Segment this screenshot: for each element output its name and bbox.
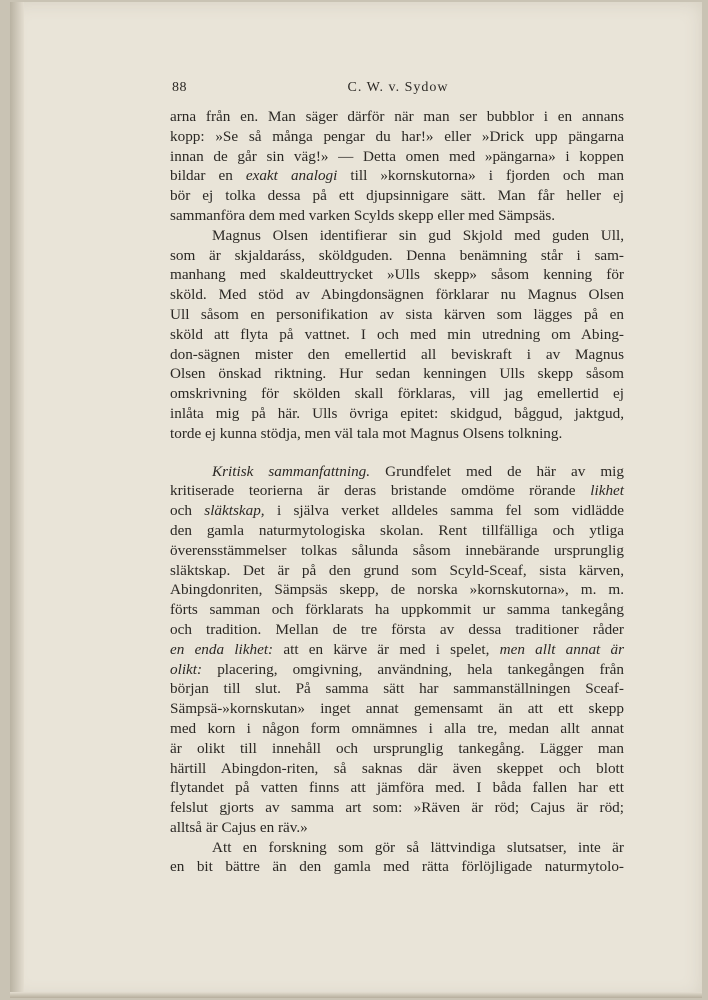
text-run: Sämpsä-»kornskutan» inget annat gemensamt än att ett skepp — [170, 700, 624, 718]
running-title: C. W. v. Sydow — [347, 80, 449, 95]
text-run: don-sägnen mister den emellertid all beviskraft i av Magnus — [170, 345, 624, 363]
text-run: bildar en — [170, 167, 246, 185]
text-run: torde ej kunna stödja, men väl tala mot Magnus Olsens tolkning. — [170, 424, 563, 442]
text-run: Magnus Olsen identifierar sin gud Skjold med guden Ull, — [212, 226, 624, 244]
text-run: i själva verket alldeles samma fel som vidlädde — [264, 502, 624, 520]
text-run: Att en forskning som gör så lättvindiga slutsatser, inte är — [212, 838, 624, 856]
text-run: en bit bättre än den gamla med rätta förlöjligade naturmytolo- — [170, 858, 624, 876]
text-run: alltså är Cajus en räv.» — [170, 818, 308, 836]
text-run: omskrivning för skölden skall förklaras, vill jag emellertid ej — [170, 385, 624, 403]
text-run: förts samman och förklarats ha uppkommit ur samma tankegång — [170, 601, 624, 619]
text-run: är olikt till innehåll och ursprunglig tankegång. Lägger man — [170, 739, 624, 757]
text-line — [170, 462, 624, 482]
text-line — [170, 660, 624, 680]
text-line — [170, 679, 624, 699]
text-line — [170, 107, 624, 127]
text-line — [170, 818, 624, 838]
text-run: Olsen önskad riktning. Hur sedan kenningen Ulls skepp såsom — [170, 365, 624, 383]
page-spine-shadow — [10, 2, 24, 998]
text-line — [170, 404, 624, 424]
text-line — [170, 640, 624, 660]
text-line — [170, 384, 624, 404]
text-line — [170, 739, 624, 759]
paragraph-gap — [170, 444, 624, 462]
text-run: kritiserade teorierna är deras bristande omdöme rörande — [170, 482, 591, 500]
text-line — [170, 778, 624, 798]
page-bottom-edge — [10, 992, 702, 998]
text-run: och — [170, 502, 205, 520]
text-line — [170, 759, 624, 779]
running-header — [172, 80, 624, 100]
text-line — [170, 699, 624, 719]
text-run: sköld. Med stöd av Abingdonsägnen förklarar nu Magnus Olsen — [170, 286, 624, 304]
text-run: Ull såsom en personifikation av sista kärven som lägges på en — [170, 305, 624, 323]
text-run: bör ej tolka dessa på ett djupsinnigare sätt. Man får heller ej — [170, 187, 624, 205]
text-line — [170, 561, 624, 581]
text-line — [170, 521, 624, 541]
text-line — [170, 838, 624, 858]
text-line — [170, 501, 624, 521]
text-line — [170, 424, 624, 444]
text-run: Abingdonriten, Sämpsäs skepp, de norska »kornskutorna», m. m. — [170, 581, 624, 599]
text-run: början till slut. På samma sätt har sammanställningen Sceaf- — [170, 680, 624, 698]
text-run: placering, omgivning, användning, hela tankegången från — [202, 660, 624, 678]
paragraph — [170, 107, 624, 226]
text-run: sköld att flyta på vattnet. I och med min utredning om Abing- — [170, 325, 624, 343]
paragraph — [170, 462, 624, 838]
text-run: till »kornskutorna» i fjorden och man — [337, 167, 624, 185]
text-run: och tradition. Mellan de tre första av dessa traditioner råder — [170, 620, 624, 638]
text-run: att en kärve är med i spelet, — [273, 640, 500, 658]
paragraph — [170, 226, 624, 444]
text-line — [170, 226, 624, 246]
text-line — [170, 166, 624, 186]
text-run: med korn i någon form omnämnes i alla tre, medan allt annat — [170, 719, 624, 737]
text-line — [170, 325, 624, 345]
text-run: flytandet på vatten finns att jämföra med. I båda fallen har ett — [170, 779, 624, 797]
italic-run: Kritisk sammanfattning. — [212, 462, 371, 480]
text-run: härtill Abingdon-riten, så saknas där även skeppet och blott — [170, 759, 624, 777]
text-line — [170, 186, 624, 206]
page-number: 88 — [172, 80, 187, 95]
text-line — [170, 127, 624, 147]
text-line — [170, 541, 624, 561]
text-line — [170, 206, 624, 226]
paragraph — [170, 838, 624, 878]
italic-run: en enda likhet: — [170, 640, 274, 658]
book-page — [10, 2, 702, 998]
text-line — [170, 620, 624, 640]
italic-run: olikt: — [170, 660, 203, 678]
text-line — [170, 600, 624, 620]
italic-run: men allt annat är — [499, 640, 624, 658]
text-run: som är skjaldaráss, sköldguden. Denna benämning står i sam- — [170, 246, 624, 264]
text-line — [170, 147, 624, 167]
text-line — [170, 364, 624, 384]
text-line — [170, 305, 624, 325]
text-run: manhang med skaldeuttrycket »Ulls skepp» såsom kenning för — [170, 266, 624, 284]
text-run: släktskap. Det är på den grund som Scyld-Sceaf, sista kärven, — [170, 561, 624, 579]
text-run: kopp: »Se så många pengar du har!» eller »Drick upp pängarna — [170, 127, 624, 145]
text-run: den gamla naturmytologiska skolan. Rent tillfälliga och ytliga — [170, 521, 624, 539]
text-run: inlåta mig på här. Ulls övriga epitet: skidgud, bågɡud, jaktgud, — [170, 404, 624, 422]
text-run: felslut gjorts av samma art som: »Räven är röd; Cajus är röd; — [170, 799, 624, 817]
text-line — [170, 246, 624, 266]
text-line — [170, 265, 624, 285]
text-line — [170, 481, 624, 501]
italic-run: släktskap, — [204, 502, 265, 520]
text-line — [170, 857, 624, 877]
text-run: Grundfelet med de här av mig — [370, 462, 624, 480]
italic-run: exakt analogi — [245, 167, 338, 185]
body-text — [170, 107, 624, 877]
text-run: sammanföra dem med varken Scylds skepp eller med Sämpsäs. — [170, 206, 556, 224]
text-line — [170, 580, 624, 600]
text-line — [170, 719, 624, 739]
italic-run: likhet — [590, 482, 624, 500]
text-run: överensstämmelser tolkas sålunda såsom innebärande ursprunglig — [170, 541, 624, 559]
text-run: innan de går sin väg!» — Detta omen med »pängarna» i koppen — [170, 147, 624, 165]
text-line — [170, 285, 624, 305]
text-line — [170, 345, 624, 365]
text-run: arna från en. Man säger därför när man ser bubblor i en annans — [170, 108, 624, 125]
text-line — [170, 798, 624, 818]
